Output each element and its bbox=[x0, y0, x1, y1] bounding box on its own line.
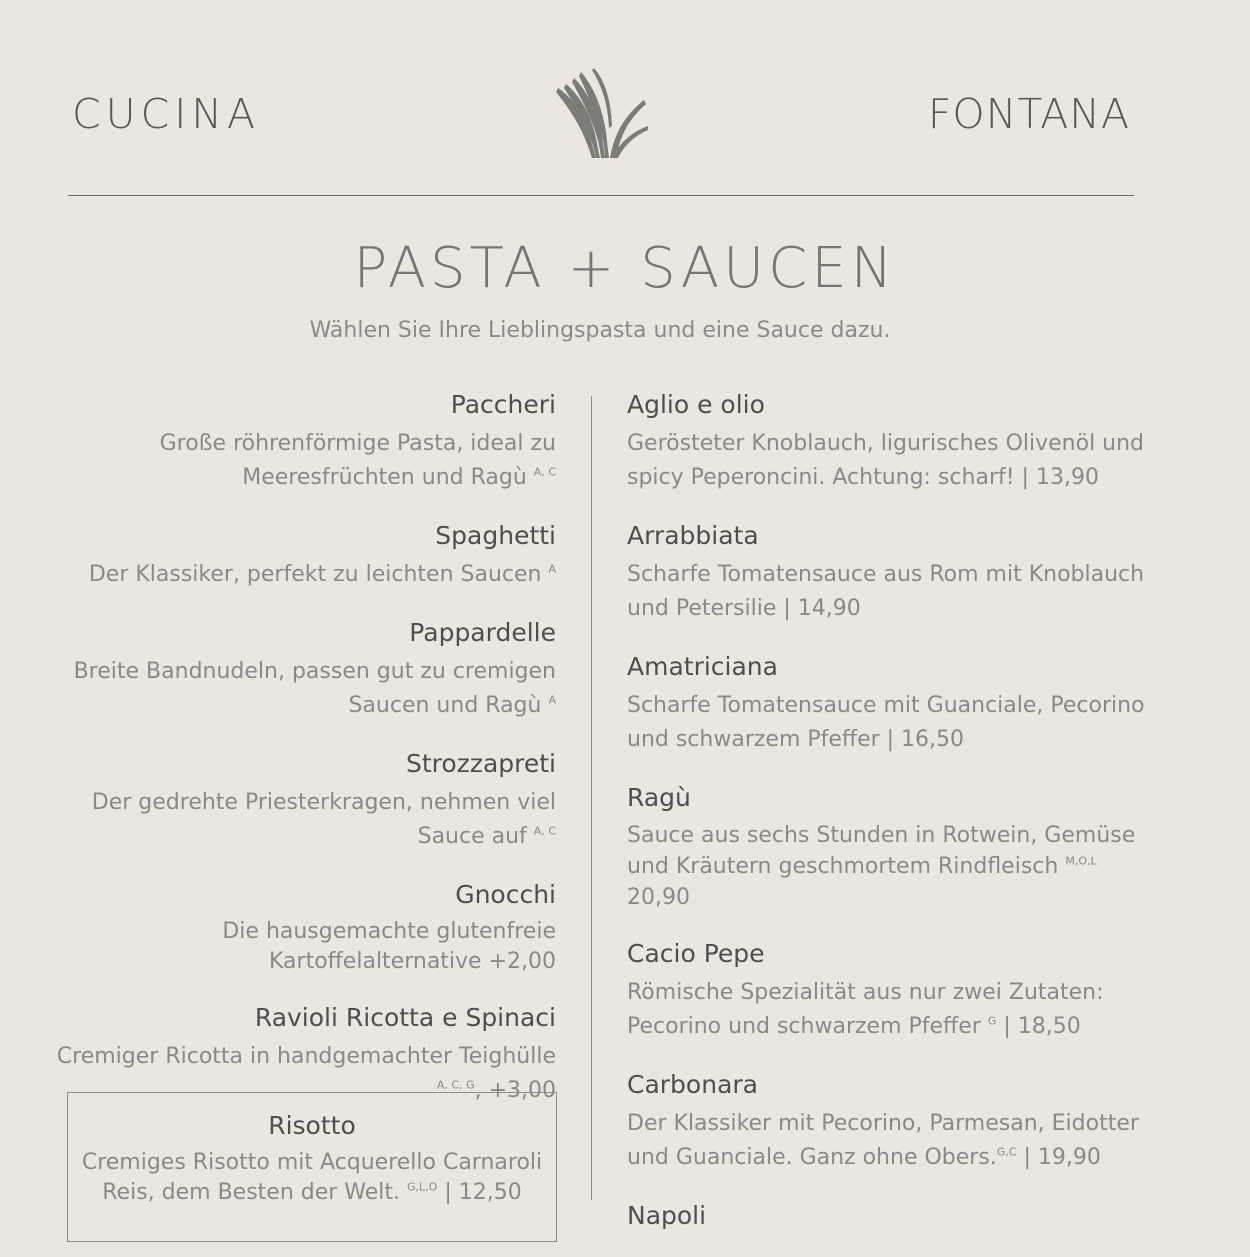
allergen-codes: A, C, G bbox=[436, 1078, 475, 1092]
allergen-codes: A, C bbox=[533, 465, 556, 479]
sauce-item-cacio-pepe bbox=[627, 935, 1157, 1044]
sauce-name: Amatriciana bbox=[627, 652, 778, 681]
allergen-codes: M,O,L bbox=[1065, 854, 1097, 868]
sauce-item-napoli bbox=[627, 1197, 1157, 1235]
brand-cucina: CUCINA bbox=[72, 90, 261, 138]
sauce-description: Der Klassiker mit Pecorino, Parmesan, Eidotter und Guanciale. Ganz ohne Obers.$^{G,C}$ | 19,90 bbox=[627, 1111, 1139, 1170]
sauce-description: Scharfe Tomatensauce aus Rom mit Knoblauch und Petersilie | 14,90 bbox=[627, 562, 1145, 621]
fountain-leaf-logo-icon bbox=[548, 66, 652, 160]
header-rule bbox=[68, 195, 1134, 196]
page-subtitle: Wählen Sie Ihre Lieblingspasta und eine Sauce dazu. bbox=[309, 318, 891, 343]
sauce-item-amatriciana bbox=[627, 648, 1157, 757]
page-title: PASTA + SAUCEN bbox=[353, 236, 897, 301]
sauce-name: Arrabbiata bbox=[627, 521, 759, 550]
pasta-description: Große röhrenförmige Pasta, ideal zu Meeresfrüchten und Ragù $^{A, C}$ bbox=[159, 431, 556, 490]
pasta-name: Paccheri bbox=[450, 390, 556, 419]
pasta-description: Der gedrehte Priesterkragen, nehmen viel Sauce auf $^{A, C}$ bbox=[91, 790, 556, 849]
allergen-codes: G bbox=[987, 1014, 997, 1028]
pasta-name: Pappardelle bbox=[409, 618, 556, 647]
pasta-item-paccheri bbox=[36, 386, 556, 495]
pasta-description: Breite Bandnudeln, passen gut zu cremigen Saucen und Ragù $^A$ bbox=[73, 659, 556, 718]
risotto-name: Risotto bbox=[268, 1111, 356, 1140]
allergen-codes: A bbox=[548, 562, 556, 576]
pasta-item-gnocchi bbox=[36, 876, 556, 977]
sauce-column bbox=[627, 386, 1157, 1257]
risotto-box bbox=[67, 1092, 557, 1242]
pasta-description: Der Klassiker, perfekt zu leichten Saucen $^A$ bbox=[88, 562, 556, 587]
sauce-description: Scharfe Tomatensauce mit Guanciale, Pecorino und schwarzem Pfeffer | 16,50 bbox=[627, 693, 1145, 752]
pasta-name: Ravioli Ricotta e Spinaci bbox=[254, 1003, 556, 1032]
allergen-codes: G,L,O bbox=[407, 1180, 438, 1194]
pasta-name: Strozzapreti bbox=[406, 749, 556, 778]
pasta-name: Spaghetti bbox=[435, 521, 556, 550]
column-divider bbox=[591, 396, 592, 1200]
pasta-column bbox=[36, 386, 556, 1130]
sauce-description: Gerösteter Knoblauch, ligurisches Olivenöl und spicy Peperoncini. Achtung: scharf! | 13,90 bbox=[627, 431, 1145, 490]
sauce-item-ragu bbox=[627, 779, 1157, 913]
sauce-item-carbonara bbox=[627, 1066, 1157, 1175]
sauce-name: Ragù bbox=[627, 783, 691, 812]
pasta-item-pappardelle bbox=[36, 614, 556, 723]
sauce-item-arrabbiata bbox=[627, 517, 1157, 626]
sauce-name: Cacio Pepe bbox=[627, 939, 765, 968]
allergen-codes: G,C bbox=[996, 1145, 1017, 1159]
pasta-description: Die hausgemachte glutenfreie Kartoffelalternative +2,00 bbox=[222, 919, 556, 974]
sauce-item-aglio-e-olio bbox=[627, 386, 1157, 495]
risotto-description: Cremiges Risotto mit Acquerello Carnaroli Reis, dem Besten der Welt. $^{G,L,O}$ | 12,50 bbox=[81, 1150, 543, 1205]
sauce-name: Carbonara bbox=[627, 1070, 758, 1099]
sauce-description: Römische Spezialität aus nur zwei Zutaten: Pecorino und schwarzem Pfeffer $^G$ | 18,50 bbox=[627, 980, 1104, 1039]
pasta-item-strozzapreti bbox=[36, 745, 556, 854]
pasta-description: Cremiger Ricotta in handgemachter Teighülle $^{A, C, G}$, +3,00 bbox=[56, 1044, 556, 1103]
brand-fontana: FONTANA bbox=[927, 90, 1130, 138]
sauce-name: Napoli bbox=[627, 1201, 707, 1230]
pasta-name: Gnocchi bbox=[455, 880, 556, 909]
sauce-name: Aglio e olio bbox=[627, 390, 765, 419]
allergen-codes: A bbox=[548, 693, 556, 707]
allergen-codes: A, C bbox=[533, 824, 556, 838]
sauce-description: Sauce aus sechs Stunden in Rotwein, Gemüse und Kräutern geschmortem Rindfleisch $^{M,O,L}$ 20,90 bbox=[627, 823, 1136, 910]
pasta-item-spaghetti bbox=[36, 517, 556, 592]
